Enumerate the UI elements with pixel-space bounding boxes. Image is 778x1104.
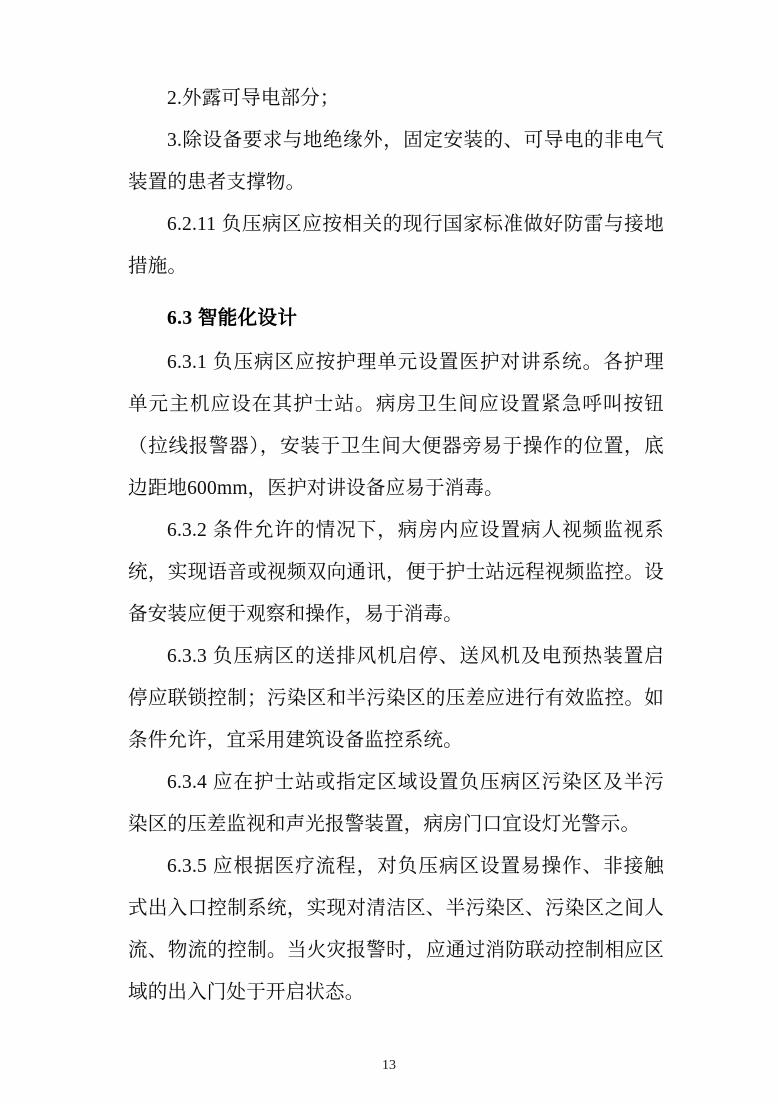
page-number: 13 <box>382 1058 396 1073</box>
document-body <box>128 78 664 1014</box>
paragraph-item-2: 2.外露可导电部分； <box>167 88 340 109</box>
section-heading-6-3: 6.3 智能化设计 <box>167 308 298 329</box>
paragraph-clause-6-3-3: 6.3.3 负压病区的送排风机启停、送风机及电预热装置启停应联锁控制；污染区和半污染区的压差应进行有效监控。如条件允许，宜采用建筑设备监控系统。 <box>128 646 664 751</box>
paragraph-clause-6-3-2: 6.3.2 条件允许的情况下，病房内应设置病人视频监视系统，实现语音或视频双向通讯，便于护士站远程视频监控。设备安装应便于观察和操作，易于消毒。 <box>128 520 664 625</box>
paragraph-clause-6-3-1: 6.3.1 负压病区应按护理单元设置医护对讲系统。各护理单元主机应设在其护士站。病房卫生间应设置紧急呼叫按钮（拉线报警器），安装于卫生间大便器旁易于操作的位置，底边距地600mm，医护对讲设备应易于消毒。 <box>128 352 664 499</box>
paragraph-clause-6-3-4: 6.3.4 应在护士站或指定区域设置负压病区污染区及半污染区的压差监视和声光报警装置，病房门口宜设灯光警示。 <box>128 772 664 835</box>
paragraph-item-3: 3.除设备要求与地绝缘外，固定安装的、可导电的非电气装置的患者支撑物。 <box>128 130 664 193</box>
paragraph-clause-6-3-5: 6.3.5 应根据医疗流程，对负压病区设置易操作、非接触式出入口控制系统，实现对清洁区、半污染区、污染区之间人流、物流的控制。当火灾报警时，应通过消防联动控制相应区域的出入门处于开启状态。 <box>128 856 664 1003</box>
section-spacer <box>128 288 664 292</box>
paragraph-clause-6-2-11: 6.2.11 负压病区应按相关的现行国家标准做好防雷与接地措施。 <box>128 214 664 277</box>
